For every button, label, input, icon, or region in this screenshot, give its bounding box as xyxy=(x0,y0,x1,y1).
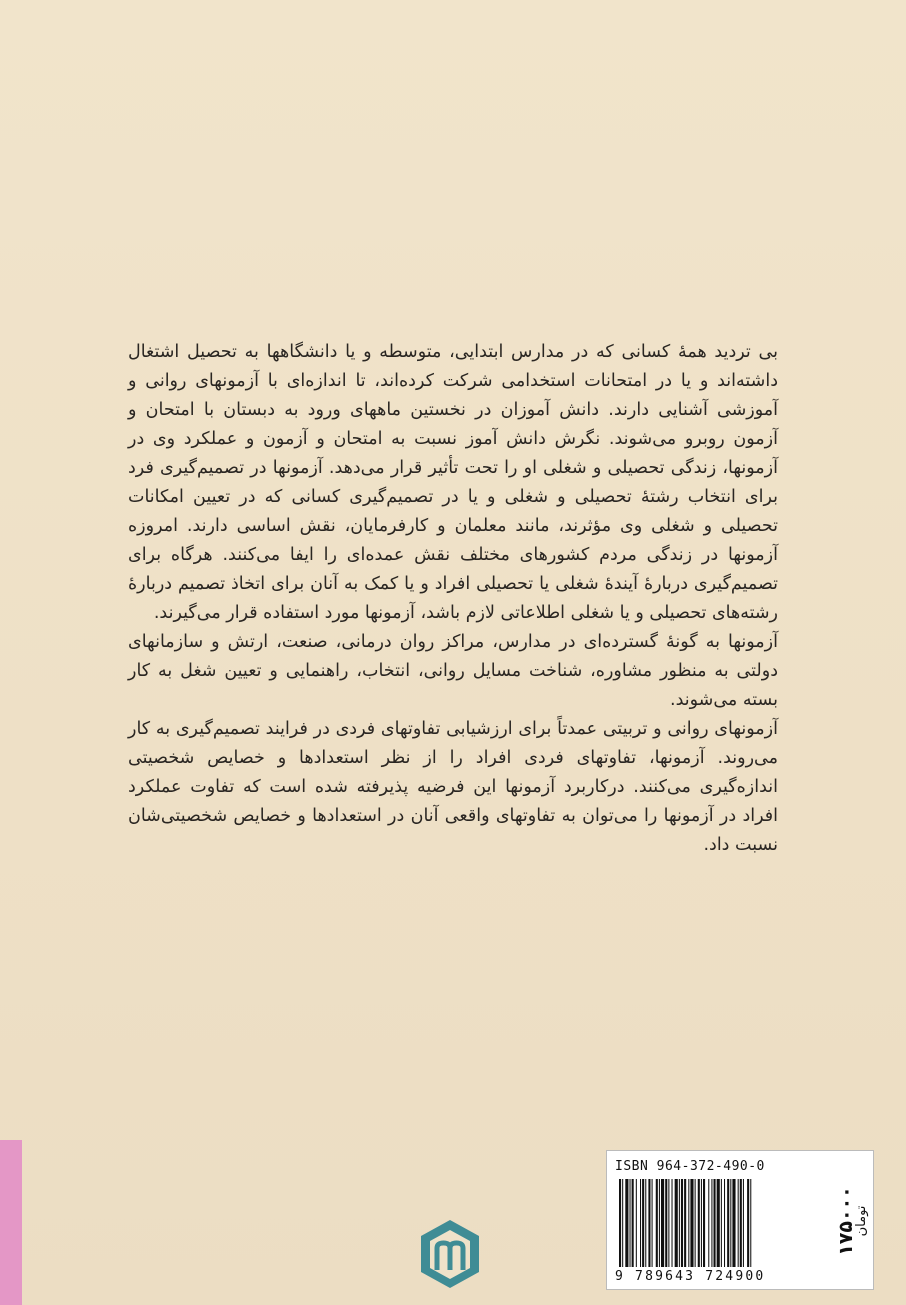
price-tag xyxy=(835,1157,869,1285)
back-cover-blurb xyxy=(128,338,778,860)
spine-color-strip xyxy=(0,1140,22,1305)
blurb-paragraph-3: آزمونهای روانی و تربیتی عمدتاً برای ارزشیابی تفاوتهای فردی در فرایند تصمیم‌گیری به کار می‌روند. آزمونها، تفاوتهای فردی افراد را از نظر استعدادها و خصایص شخصیتی اندازه‌گیری می‌کنند. درکاربرد آزمونها این فرضیه پذیرفته شده است که تفاوت عملکرد افراد در آزمونها را می‌توان به تفاوتهای واقعی آنان در استعدادها و خصایص شخصیتی‌شان نسبت داد. xyxy=(128,719,778,855)
barcode-digits: 9 789643 724900 xyxy=(615,1269,766,1284)
publisher-logo-icon xyxy=(417,1218,483,1290)
barcode-bars xyxy=(617,1179,832,1267)
blurb-paragraph-2: آزمونها به گونهٔ گسترده‌ای در مدارس، مراکز روان درمانی، صنعت، ارتش و سازمانهای دولتی به منظور مشاوره، شناخت مسایل روانی، انتخاب، راهنمایی و تعیین شغل به کار بسته می‌شوند. xyxy=(128,632,778,710)
price-amount: ۱۷۵۰۰۰ xyxy=(835,1186,857,1256)
price-currency: تومان xyxy=(854,1205,869,1237)
barcode-label xyxy=(606,1150,874,1290)
isbn-number: ISBN 964-372-490-0 xyxy=(615,1159,765,1174)
blurb-paragraph-1: بی تردید همهٔ کسانی که در مدارس ابتدایی، متوسطه و یا دانشگاهها به تحصیل اشتغال داشته‌اند و یا در امتحانات استخدامی شرکت کرده‌اند، تا اندازه‌ای با آزمونهای روانی و آموزشی آشنایی دارند. دانش آموزان در نخستین ماههای ورود به دبستان با امتحان و آزمون روبرو می‌شوند. نگرش دانش آموز نسبت به امتحان و آزمون و عملکرد وی در آزمونها، زندگی تحصیلی و شغلی او را تحت تأثیر قرار می‌دهد. آزمونها در تصمیم‌گیری فرد برای انتخاب رشتهٔ تحصیلی و شغلی و یا در تصمیم‌گیری کسانی که در تعیین امکانات تحصیلی و شغلی وی مؤثرند، مانند معلمان و کارفرمایان، نقش اساسی دارند. امروزه آزمونها در زندگی مردم کشورهای مختلف نقش عمده‌ای را ایفا می‌کنند. هرگاه برای تصمیم‌گیری دربارهٔ آیندهٔ شغلی یا تحصیلی افراد و یا کمک به آنان برای اتخاذ تصمیم دربارهٔ رشته‌های تحصیلی و یا شغلی اطلاعاتی لازم باشد، آزمونها مورد استفاده قرار می‌گیرند. xyxy=(128,342,778,623)
